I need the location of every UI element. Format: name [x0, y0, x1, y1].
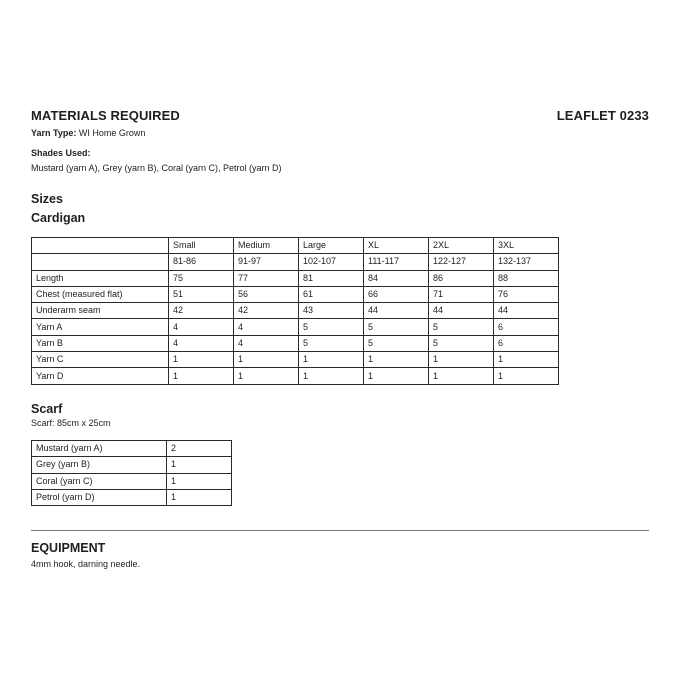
table-cell: 1 — [169, 352, 234, 368]
row-label: Yarn D — [32, 368, 169, 384]
table-row — [32, 335, 559, 351]
table-cell: 4 — [169, 335, 234, 351]
table-cell — [32, 254, 169, 270]
table-cell: 3XL — [494, 238, 559, 254]
table-cell: 1 — [167, 489, 232, 505]
table-cell — [32, 238, 169, 254]
table-cell: 42 — [234, 303, 299, 319]
row-label: Mustard (yarn A) — [32, 441, 167, 457]
row-label: Petrol (yarn D) — [32, 489, 167, 505]
table-cell: Large — [299, 238, 364, 254]
table-cell: 1 — [167, 457, 232, 473]
table-cell: 1 — [299, 368, 364, 384]
row-label: Coral (yarn C) — [32, 473, 167, 489]
section-divider — [31, 530, 649, 531]
table-cell: XL — [364, 238, 429, 254]
scarf-size: Scarf: 85cm x 25cm — [31, 418, 111, 428]
yarn-type-label: Yarn Type: — [31, 128, 77, 138]
table-cell: 77 — [234, 270, 299, 286]
table-cell: 122-127 — [429, 254, 494, 270]
table-cell: 86 — [429, 270, 494, 286]
table-cell: 42 — [169, 303, 234, 319]
table-row — [32, 303, 559, 319]
table-cell: 1 — [429, 352, 494, 368]
table-cell: 111-117 — [364, 254, 429, 270]
row-label: Underarm seam — [32, 303, 169, 319]
cardigan-heading: Cardigan — [31, 211, 86, 225]
row-label: Grey (yarn B) — [32, 457, 167, 473]
table-cell: 1 — [169, 368, 234, 384]
table-cell: 5 — [299, 335, 364, 351]
table-cell: 84 — [364, 270, 429, 286]
row-label: Yarn C — [32, 352, 169, 368]
table-cell: 1 — [234, 352, 299, 368]
table-cell: 1 — [299, 352, 364, 368]
table-cell: 5 — [364, 335, 429, 351]
table-cell: 5 — [364, 319, 429, 335]
row-label: Length — [32, 270, 169, 286]
table-row — [32, 441, 232, 457]
table-cell: 71 — [429, 286, 494, 302]
table-cell: 5 — [429, 319, 494, 335]
table-cell: 1 — [429, 368, 494, 384]
table-cell: 81 — [299, 270, 364, 286]
table-cell: 44 — [429, 303, 494, 319]
row-label: Yarn B — [32, 335, 169, 351]
shades-label: Shades Used: — [31, 148, 91, 158]
yarn-type-line — [31, 128, 145, 138]
table-cell: 91-97 — [234, 254, 299, 270]
table-row — [32, 457, 232, 473]
table-cell: 4 — [234, 319, 299, 335]
table-cell: 102-107 — [299, 254, 364, 270]
table-row — [32, 473, 232, 489]
equipment-heading: EQUIPMENT — [31, 541, 106, 555]
table-cell: Medium — [234, 238, 299, 254]
table-cell: 81-86 — [169, 254, 234, 270]
cardigan-size-table — [31, 237, 559, 385]
table-cell: 43 — [299, 303, 364, 319]
table-cell: 44 — [364, 303, 429, 319]
table-row — [32, 368, 559, 384]
table-row — [32, 319, 559, 335]
table-cell: 4 — [234, 335, 299, 351]
table-cell: 6 — [494, 335, 559, 351]
table-cell: 44 — [494, 303, 559, 319]
table-row — [32, 352, 559, 368]
table-cell: 61 — [299, 286, 364, 302]
table-cell: 76 — [494, 286, 559, 302]
table-cell: 1 — [494, 352, 559, 368]
table-cell: 1 — [234, 368, 299, 384]
table-cell: 56 — [234, 286, 299, 302]
size-name-row — [32, 238, 559, 254]
scarf-heading: Scarf — [31, 402, 63, 416]
page-title: MATERIALS REQUIRED — [31, 108, 180, 123]
table-cell: 1 — [494, 368, 559, 384]
scarf-yarn-table — [31, 440, 232, 506]
table-cell: 51 — [169, 286, 234, 302]
table-cell: 132-137 — [494, 254, 559, 270]
table-cell: 1 — [167, 473, 232, 489]
table-cell: 1 — [364, 352, 429, 368]
table-cell: 4 — [169, 319, 234, 335]
table-cell: 2XL — [429, 238, 494, 254]
yarn-type-value: WI Home Grown — [78, 128, 146, 138]
leaflet-number: LEAFLET 0233 — [556, 108, 649, 123]
table-cell: 66 — [364, 286, 429, 302]
table-cell: 1 — [364, 368, 429, 384]
table-cell: 88 — [494, 270, 559, 286]
table-row — [32, 489, 232, 505]
sizes-heading: Sizes — [31, 192, 63, 206]
table-cell: 2 — [167, 441, 232, 457]
table-cell: 6 — [494, 319, 559, 335]
equipment-text: 4mm hook, darning needle. — [31, 559, 141, 569]
row-label: Chest (measured flat) — [32, 286, 169, 302]
row-label: Yarn A — [32, 319, 169, 335]
size-range-row — [32, 254, 559, 270]
shades-value: Mustard (yarn A), Grey (yarn B), Coral (yarn C), Petrol (yarn D) — [31, 163, 282, 173]
table-cell: 5 — [429, 335, 494, 351]
table-cell: Small — [169, 238, 234, 254]
table-cell: 5 — [299, 319, 364, 335]
table-cell: 75 — [169, 270, 234, 286]
table-row — [32, 270, 559, 286]
table-row — [32, 286, 559, 302]
